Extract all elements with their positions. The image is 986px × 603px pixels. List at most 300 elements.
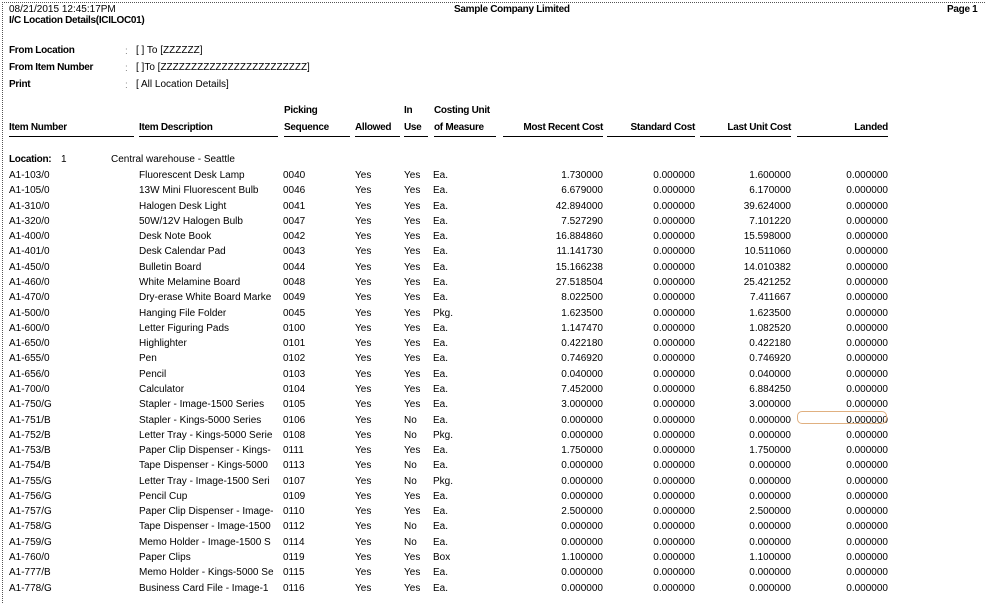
- unit-of-measure-cell: Box: [433, 552, 451, 563]
- picking-sequence-cell: 0110: [283, 506, 305, 518]
- picking-sequence-cell: 0115: [283, 567, 305, 579]
- table-row: [0, 506, 986, 521]
- most-recent-cost-cell: 42.894000: [555, 200, 603, 212]
- table-row: [0, 353, 986, 368]
- item-number-cell: A1-105/0: [9, 185, 50, 197]
- table-row: [0, 185, 986, 200]
- most-recent-cost-cell: 6.679000: [561, 185, 603, 197]
- item-number-cell: A1-754/B: [9, 460, 51, 472]
- standard-cost-cell: 0.000000: [653, 445, 695, 456]
- last-unit-cost-cell: 1.100000: [749, 552, 791, 563]
- most-recent-cost-cell: 7.527290: [561, 215, 603, 227]
- table-row: [0, 567, 986, 582]
- item-description-cell: Letter Tray - Image-1500 Seri: [139, 475, 270, 487]
- item-number-cell: A1-600/0: [9, 322, 50, 334]
- last-unit-cost-cell: 6.170000: [749, 185, 791, 197]
- landed-cell: 0.000000: [846, 490, 888, 502]
- landed-cell: 0.000000: [846, 429, 888, 441]
- item-number-cell: A1-755/G: [9, 475, 52, 487]
- in-use-cell: Yes: [404, 582, 421, 594]
- last-unit-cost-cell: 7.411667: [750, 292, 791, 304]
- last-unit-cost-cell: 0.000000: [749, 582, 791, 594]
- landed-cell: 0.000000: [846, 368, 888, 380]
- picking-sequence-cell: 0046: [283, 185, 306, 197]
- last-unit-cost-cell: 15.598000: [743, 231, 791, 243]
- landed-cell: 0.000000: [846, 521, 888, 533]
- item-number-cell: A1-777/B: [9, 567, 51, 579]
- header-item-number: Item Number: [9, 122, 67, 133]
- header-underline: [607, 136, 695, 137]
- unit-of-measure-cell: Ea.: [433, 582, 449, 594]
- item-number-cell: A1-470/0: [9, 292, 50, 304]
- header-in-use-line1: In: [404, 105, 413, 116]
- in-use-cell: Yes: [404, 170, 421, 181]
- in-use-cell: No: [404, 460, 417, 472]
- item-description-cell: 50W/12V Halogen Bulb: [139, 215, 243, 227]
- item-description-cell: Memo Holder - Image-1500 S: [139, 536, 271, 548]
- allowed-cell: Yes: [355, 353, 372, 365]
- item-number-cell: A1-753/B: [9, 445, 51, 456]
- in-use-cell: Yes: [404, 445, 421, 456]
- item-description-cell: Pencil: [139, 368, 167, 380]
- most-recent-cost-cell: 1.100000: [561, 552, 603, 563]
- most-recent-cost-cell: 0.000000: [561, 414, 603, 426]
- picking-sequence-cell: 0040: [283, 170, 306, 181]
- picking-sequence-cell: 0105: [283, 399, 306, 411]
- allowed-cell: Yes: [355, 536, 372, 548]
- unit-of-measure-cell: Pkg.: [433, 429, 454, 441]
- table-row: [0, 292, 986, 307]
- report-timestamp: 08/21/2015 12:45:17PM: [9, 4, 116, 15]
- picking-sequence-cell: 0048: [283, 277, 306, 288]
- page-number: Page 1: [947, 4, 978, 15]
- landed-cell: 0.000000: [846, 552, 888, 563]
- unit-of-measure-cell: Pkg.: [433, 307, 454, 319]
- picking-sequence-cell: 0044: [283, 261, 306, 273]
- landed-cell: 0.000000: [846, 338, 888, 350]
- landed-cell: 0.000000: [846, 399, 888, 411]
- standard-cost-cell: 0.000000: [653, 338, 695, 350]
- item-description-cell: Pen: [139, 353, 157, 365]
- picking-sequence-cell: 0112: [283, 521, 305, 533]
- item-number-cell: A1-700/0: [9, 383, 50, 395]
- item-description-cell: Tape Dispenser - Kings-5000: [139, 460, 268, 472]
- report-title: I/C Location Details(ICILOC01): [9, 15, 145, 26]
- table-row: [0, 246, 986, 261]
- allowed-cell: Yes: [355, 414, 372, 426]
- standard-cost-cell: 0.000000: [653, 353, 695, 365]
- last-unit-cost-cell: 1.082520: [749, 322, 791, 334]
- selected-cell-highlight[interactable]: [797, 411, 887, 424]
- landed-cell: 0.000000: [846, 200, 888, 212]
- header-most-recent-cost: Most Recent Cost: [523, 122, 603, 133]
- unit-of-measure-cell: Ea.: [433, 261, 449, 273]
- last-unit-cost-cell: 2.500000: [749, 506, 791, 518]
- allowed-cell: Yes: [355, 399, 372, 411]
- table-row: [0, 384, 986, 399]
- last-unit-cost-cell: 0.000000: [749, 490, 791, 502]
- picking-sequence-cell: 0103: [283, 368, 306, 380]
- in-use-cell: Yes: [404, 399, 421, 411]
- allowed-cell: Yes: [355, 582, 372, 594]
- item-description-cell: Hanging File Folder: [139, 307, 227, 319]
- allowed-cell: Yes: [355, 277, 372, 288]
- in-use-cell: Yes: [404, 185, 421, 197]
- picking-sequence-cell: 0101: [283, 338, 306, 350]
- landed-cell: 0.000000: [846, 460, 888, 472]
- criteria-value-from-location: [ ] To [ZZZZZZ]: [136, 45, 203, 56]
- unit-of-measure-cell: Ea.: [433, 536, 449, 548]
- last-unit-cost-cell: 39.624000: [743, 200, 791, 212]
- item-description-cell: Letter Figuring Pads: [139, 322, 230, 334]
- header-landed: Landed: [854, 122, 888, 133]
- unit-of-measure-cell: Ea.: [433, 322, 449, 334]
- in-use-cell: Yes: [404, 552, 421, 563]
- item-number-cell: A1-500/0: [9, 307, 50, 319]
- most-recent-cost-cell: 0.746920: [561, 353, 603, 365]
- most-recent-cost-cell: 2.500000: [561, 506, 603, 518]
- last-unit-cost-cell: 0.000000: [749, 521, 791, 533]
- allowed-cell: Yes: [355, 368, 372, 380]
- company-name: Sample Company Limited: [454, 4, 570, 15]
- landed-cell: 0.000000: [846, 292, 888, 304]
- picking-sequence-cell: 0042: [283, 231, 306, 243]
- last-unit-cost-cell: 0.000000: [749, 429, 791, 441]
- landed-cell: 0.000000: [846, 215, 888, 227]
- unit-of-measure-cell: Ea.: [433, 292, 449, 304]
- last-unit-cost-cell: 6.884250: [749, 383, 791, 395]
- last-unit-cost-cell: 1.600000: [749, 170, 791, 181]
- most-recent-cost-cell: 1.623500: [561, 307, 603, 319]
- last-unit-cost-cell: 10.511060: [744, 246, 791, 258]
- in-use-cell: No: [404, 429, 417, 441]
- last-unit-cost-cell: 1.623500: [749, 307, 791, 319]
- item-number-cell: A1-320/0: [9, 215, 50, 227]
- unit-of-measure-cell: Ea.: [433, 170, 449, 181]
- header-underline: [797, 136, 888, 137]
- unit-of-measure-cell: Pkg.: [433, 475, 454, 487]
- last-unit-cost-cell: 0.000000: [749, 460, 791, 472]
- landed-cell: 0.000000: [846, 383, 888, 395]
- landed-cell: 0.000000: [846, 536, 888, 548]
- table-row: [0, 216, 986, 231]
- criteria-label-print: Print: [9, 79, 31, 90]
- most-recent-cost-cell: 1.730000: [561, 170, 603, 181]
- item-number-cell: A1-655/0: [9, 353, 50, 365]
- allowed-cell: Yes: [355, 567, 372, 579]
- landed-cell: 0.000000: [846, 582, 888, 594]
- unit-of-measure-cell: Ea.: [433, 338, 449, 350]
- allowed-cell: Yes: [355, 231, 372, 243]
- header-underline: [355, 136, 400, 137]
- last-unit-cost-cell: 0.422180: [749, 338, 791, 350]
- standard-cost-cell: 0.000000: [653, 292, 695, 304]
- last-unit-cost-cell: 0.746920: [749, 353, 791, 365]
- landed-cell: 0.000000: [846, 506, 888, 518]
- in-use-cell: Yes: [404, 322, 421, 334]
- unit-of-measure-cell: Ea.: [433, 506, 449, 518]
- picking-sequence-cell: 0119: [283, 552, 305, 563]
- allowed-cell: Yes: [355, 338, 372, 350]
- header-uom-line2: of Measure: [434, 122, 484, 133]
- landed-cell: 0.000000: [846, 445, 888, 456]
- in-use-cell: Yes: [404, 261, 421, 273]
- most-recent-cost-cell: 3.000000: [561, 399, 603, 411]
- in-use-cell: Yes: [404, 368, 421, 380]
- landed-cell: 0.000000: [846, 353, 888, 365]
- table-row: [0, 430, 986, 445]
- table-row: [0, 537, 986, 552]
- picking-sequence-cell: 0108: [283, 429, 306, 441]
- landed-cell: 0.000000: [846, 475, 888, 487]
- table-row: [0, 277, 986, 292]
- item-number-cell: A1-103/0: [9, 170, 50, 181]
- allowed-cell: Yes: [355, 506, 372, 518]
- standard-cost-cell: 0.000000: [653, 368, 695, 380]
- most-recent-cost-cell: 1.147470: [561, 322, 603, 334]
- item-description-cell: Paper Clips: [139, 552, 191, 563]
- item-number-cell: A1-401/0: [9, 246, 50, 258]
- unit-of-measure-cell: Ea.: [433, 383, 449, 395]
- in-use-cell: Yes: [404, 200, 421, 212]
- standard-cost-cell: 0.000000: [653, 506, 695, 518]
- last-unit-cost-cell: 0.000000: [749, 567, 791, 579]
- item-description-cell: Business Card File - Image-1: [139, 582, 269, 594]
- allowed-cell: Yes: [355, 292, 372, 304]
- allowed-cell: Yes: [355, 215, 372, 227]
- unit-of-measure-cell: Ea.: [433, 567, 449, 579]
- item-description-cell: White Melamine Board: [139, 277, 241, 288]
- header-allowed: Allowed: [355, 122, 392, 133]
- last-unit-cost-cell: 0.040000: [749, 368, 791, 380]
- in-use-cell: No: [404, 521, 417, 533]
- item-number-cell: A1-751/B: [9, 414, 51, 426]
- standard-cost-cell: 0.000000: [653, 185, 695, 197]
- header-uom-line1: Costing Unit: [434, 105, 490, 116]
- header-picking-line2: Sequence: [284, 122, 329, 133]
- header-item-description: Item Description: [139, 122, 213, 133]
- last-unit-cost-cell: 25.421252: [743, 277, 791, 288]
- most-recent-cost-cell: 7.452000: [561, 383, 603, 395]
- criteria-colon: :: [125, 63, 128, 74]
- location-name: Central warehouse - Seattle: [111, 154, 235, 165]
- most-recent-cost-cell: 0.000000: [561, 460, 603, 472]
- table-row: [0, 583, 986, 598]
- unit-of-measure-cell: Ea.: [433, 521, 449, 533]
- allowed-cell: Yes: [355, 429, 372, 441]
- standard-cost-cell: 0.000000: [653, 552, 695, 563]
- item-number-cell: A1-778/G: [9, 582, 52, 594]
- picking-sequence-cell: 0041: [283, 200, 306, 212]
- most-recent-cost-cell: 0.000000: [561, 567, 603, 579]
- picking-sequence-cell: 0100: [283, 322, 306, 334]
- picking-sequence-cell: 0102: [283, 353, 306, 365]
- most-recent-cost-cell: 0.000000: [561, 475, 603, 487]
- location-label: Location:: [9, 154, 52, 165]
- header-underline: [404, 136, 428, 137]
- in-use-cell: No: [404, 475, 417, 487]
- most-recent-cost-cell: 1.750000: [561, 445, 603, 456]
- in-use-cell: Yes: [404, 231, 421, 243]
- item-number-cell: A1-757/G: [9, 506, 52, 518]
- in-use-cell: Yes: [404, 383, 421, 395]
- item-description-cell: Fluorescent Desk Lamp: [139, 170, 245, 181]
- unit-of-measure-cell: Ea.: [433, 490, 449, 502]
- standard-cost-cell: 0.000000: [653, 307, 695, 319]
- header-picking-line1: Picking: [284, 105, 318, 116]
- in-use-cell: Yes: [404, 215, 421, 227]
- in-use-cell: Yes: [404, 246, 421, 258]
- table-row: [0, 323, 986, 338]
- standard-cost-cell: 0.000000: [653, 170, 695, 181]
- most-recent-cost-cell: 0.040000: [561, 368, 603, 380]
- criteria-colon: :: [125, 80, 128, 91]
- allowed-cell: Yes: [355, 521, 372, 533]
- allowed-cell: Yes: [355, 490, 372, 502]
- last-unit-cost-cell: 7.101220: [749, 215, 791, 227]
- item-description-cell: Desk Note Book: [139, 231, 212, 243]
- table-row: [0, 552, 986, 567]
- item-number-cell: A1-450/0: [9, 261, 50, 273]
- header-underline: [434, 136, 496, 137]
- most-recent-cost-cell: 0.000000: [561, 536, 603, 548]
- table-row: [0, 460, 986, 475]
- landed-cell: 0.000000: [846, 307, 888, 319]
- unit-of-measure-cell: Ea.: [433, 231, 449, 243]
- standard-cost-cell: 0.000000: [653, 383, 695, 395]
- table-row: [0, 369, 986, 384]
- item-description-cell: Memo Holder - Kings-5000 Se: [139, 567, 274, 579]
- landed-cell: 0.000000: [846, 261, 888, 273]
- item-description-cell: Stapler - Kings-5000 Series: [139, 414, 262, 426]
- allowed-cell: Yes: [355, 322, 372, 334]
- item-number-cell: A1-400/0: [9, 231, 50, 243]
- unit-of-measure-cell: Ea.: [433, 460, 449, 472]
- picking-sequence-cell: 0111: [283, 445, 304, 456]
- in-use-cell: Yes: [404, 277, 421, 288]
- allowed-cell: Yes: [355, 552, 372, 563]
- allowed-cell: Yes: [355, 200, 372, 212]
- unit-of-measure-cell: Ea.: [433, 200, 449, 212]
- location-code: 1: [61, 154, 67, 165]
- in-use-cell: Yes: [404, 338, 421, 350]
- criteria-value-print: [ All Location Details]: [136, 79, 229, 90]
- picking-sequence-cell: 0049: [283, 292, 306, 304]
- most-recent-cost-cell: 0.000000: [561, 521, 603, 533]
- standard-cost-cell: 0.000000: [653, 200, 695, 212]
- item-description-cell: Bulletin Board: [139, 261, 202, 273]
- header-standard-cost: Standard Cost: [630, 122, 695, 133]
- standard-cost-cell: 0.000000: [653, 246, 695, 258]
- table-row: [0, 491, 986, 506]
- unit-of-measure-cell: Ea.: [433, 368, 449, 380]
- most-recent-cost-cell: 0.422180: [561, 338, 603, 350]
- picking-sequence-cell: 0113: [283, 460, 305, 472]
- standard-cost-cell: 0.000000: [653, 567, 695, 579]
- most-recent-cost-cell: 0.000000: [561, 429, 603, 441]
- table-row: [0, 338, 986, 353]
- in-use-cell: Yes: [404, 567, 421, 579]
- picking-sequence-cell: 0109: [283, 490, 306, 502]
- most-recent-cost-cell: 0.000000: [561, 582, 603, 594]
- most-recent-cost-cell: 0.000000: [561, 490, 603, 502]
- in-use-cell: Yes: [404, 506, 421, 518]
- item-description-cell: Paper Clip Dispenser - Image-: [139, 506, 274, 518]
- picking-sequence-cell: 0106: [283, 414, 306, 426]
- allowed-cell: Yes: [355, 246, 372, 258]
- in-use-cell: Yes: [404, 292, 421, 304]
- last-unit-cost-cell: 1.750000: [749, 445, 791, 456]
- standard-cost-cell: 0.000000: [653, 582, 695, 594]
- criteria-value-from-item: [ ]To [ZZZZZZZZZZZZZZZZZZZZZZZZ]: [136, 62, 310, 73]
- table-row: [0, 231, 986, 246]
- header-underline: [139, 136, 278, 137]
- standard-cost-cell: 0.000000: [653, 261, 695, 273]
- item-number-cell: A1-650/0: [9, 338, 50, 350]
- picking-sequence-cell: 0047: [283, 215, 306, 227]
- table-row: [0, 476, 986, 491]
- in-use-cell: Yes: [404, 353, 421, 365]
- in-use-cell: No: [404, 414, 417, 426]
- item-description-cell: Highlighter: [139, 338, 187, 350]
- item-number-cell: A1-758/G: [9, 521, 52, 533]
- picking-sequence-cell: 0107: [283, 475, 306, 487]
- unit-of-measure-cell: Ea.: [433, 277, 449, 288]
- standard-cost-cell: 0.000000: [653, 215, 695, 227]
- allowed-cell: Yes: [355, 307, 372, 319]
- most-recent-cost-cell: 16.884860: [555, 231, 603, 243]
- picking-sequence-cell: 0114: [283, 536, 305, 548]
- landed-cell: 0.000000: [846, 185, 888, 197]
- standard-cost-cell: 0.000000: [653, 521, 695, 533]
- landed-cell: 0.000000: [846, 567, 888, 579]
- picking-sequence-cell: 0045: [283, 307, 306, 319]
- allowed-cell: Yes: [355, 383, 372, 395]
- landed-cell: 0.000000: [846, 231, 888, 243]
- unit-of-measure-cell: Ea.: [433, 185, 449, 197]
- unit-of-measure-cell: Ea.: [433, 399, 449, 411]
- criteria-colon: :: [125, 46, 128, 57]
- item-description-cell: 13W Mini Fluorescent Bulb: [139, 185, 259, 197]
- item-description-cell: Paper Clip Dispenser - Kings-: [139, 445, 271, 456]
- item-description-cell: Calculator: [139, 383, 185, 395]
- standard-cost-cell: 0.000000: [653, 429, 695, 441]
- landed-cell: 0.000000: [846, 246, 888, 258]
- standard-cost-cell: 0.000000: [653, 414, 695, 426]
- most-recent-cost-cell: 27.518504: [555, 277, 603, 288]
- item-number-cell: A1-750/G: [9, 399, 52, 411]
- standard-cost-cell: 0.000000: [653, 475, 695, 487]
- table-row: [0, 170, 986, 185]
- picking-sequence-cell: 0043: [283, 246, 306, 258]
- most-recent-cost-cell: 8.022500: [561, 292, 603, 304]
- landed-cell: 0.000000: [846, 170, 888, 181]
- in-use-cell: No: [404, 536, 417, 548]
- most-recent-cost-cell: 15.166238: [555, 261, 603, 273]
- unit-of-measure-cell: Ea.: [433, 246, 449, 258]
- unit-of-measure-cell: Ea.: [433, 353, 449, 365]
- picking-sequence-cell: 0116: [283, 582, 305, 594]
- standard-cost-cell: 0.000000: [653, 399, 695, 411]
- item-number-cell: A1-759/G: [9, 536, 52, 548]
- table-row: [0, 201, 986, 216]
- item-description-cell: Letter Tray - Kings-5000 Serie: [139, 429, 273, 441]
- item-description-cell: Stapler - Image-1500 Series: [139, 399, 265, 411]
- picking-sequence-cell: 0104: [283, 383, 306, 395]
- last-unit-cost-cell: 14.010382: [743, 261, 791, 273]
- header-underline: [503, 136, 603, 137]
- allowed-cell: Yes: [355, 261, 372, 273]
